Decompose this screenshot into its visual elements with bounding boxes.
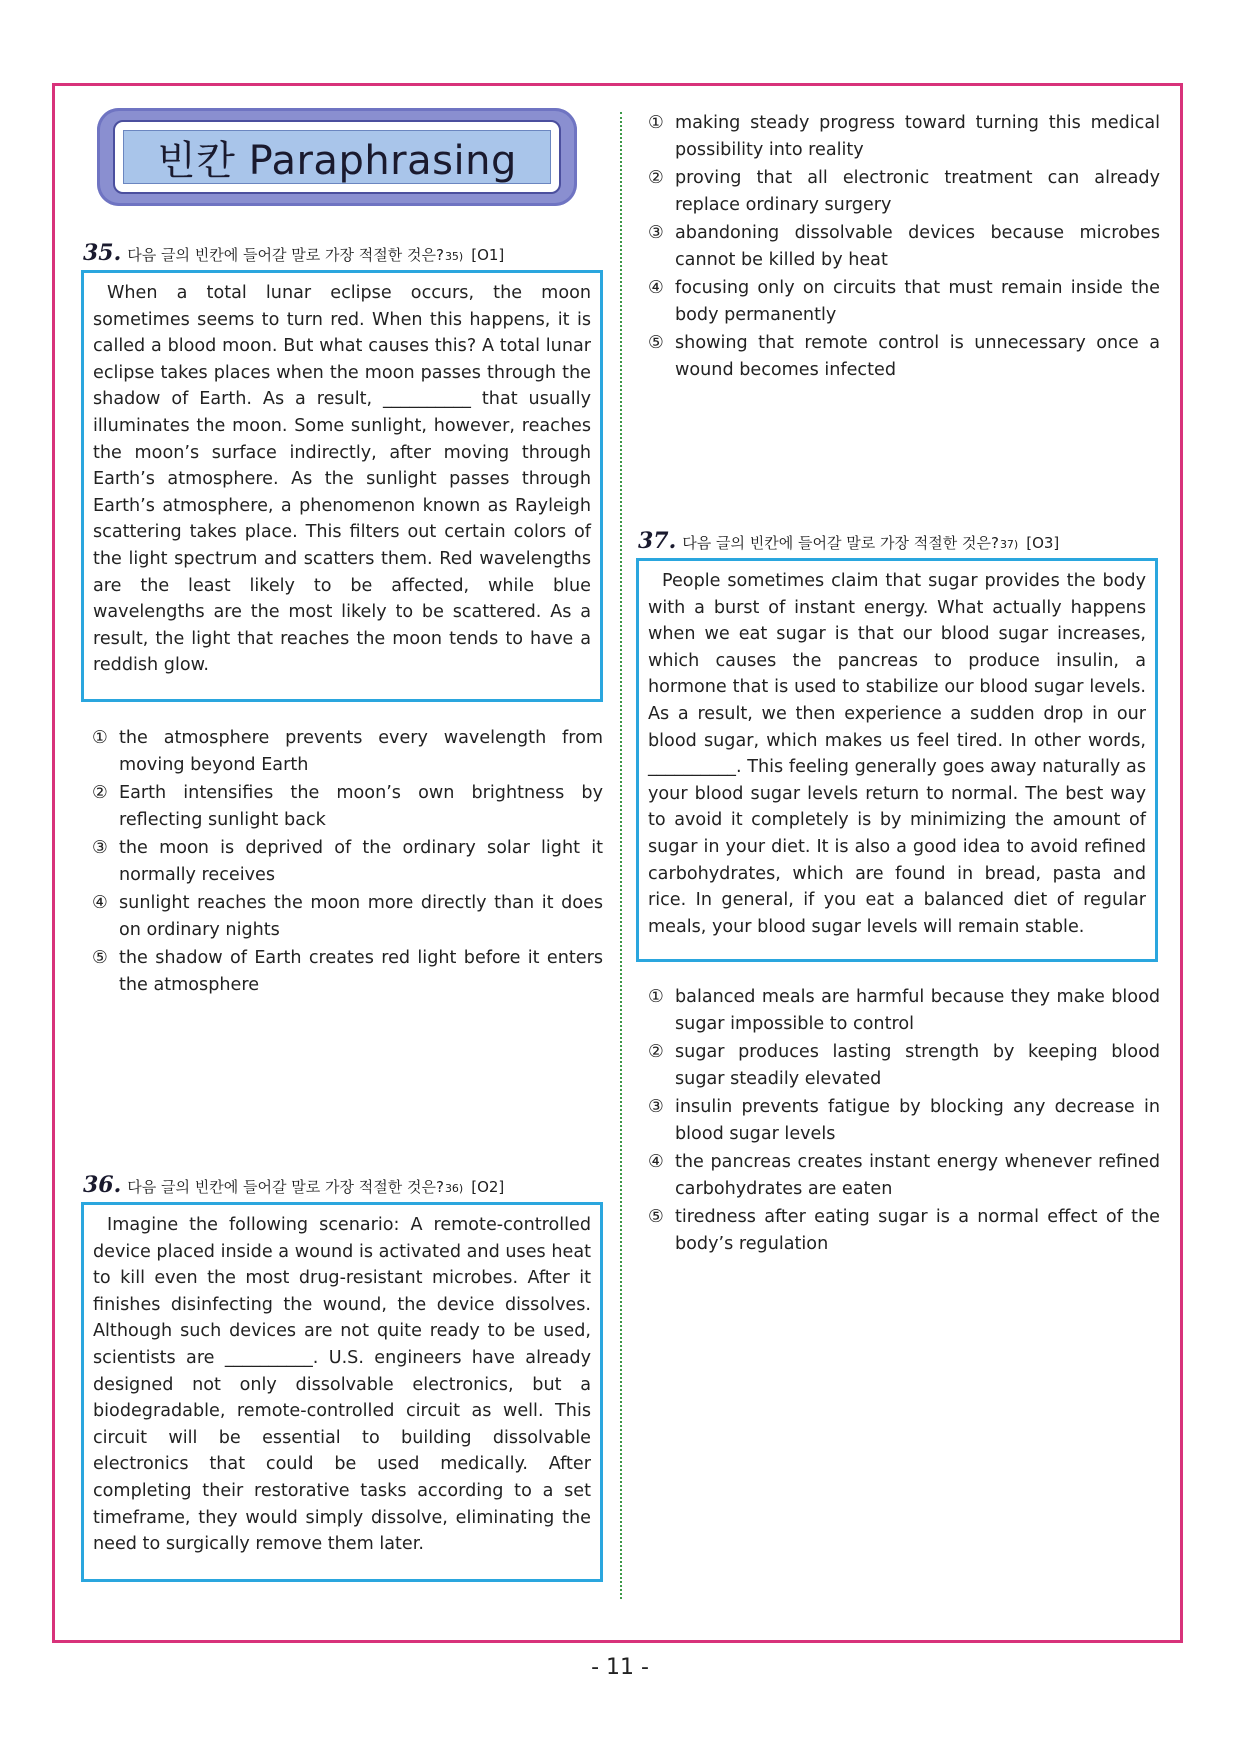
question-37-header [638, 528, 1059, 554]
question-36-passage-box [81, 1202, 603, 1582]
question-35-header [83, 240, 504, 266]
option-3[interactable]: ③ abandoning dissolvable devices because microbes cannot be killed by heat [648, 223, 1160, 270]
section-title: 빈칸 Paraphrasing [157, 137, 517, 184]
question-37-passage: People sometimes claim that sugar provides the body with a burst of instant energy. What actually happens when we eat sugar is that our blood sugar increases, which causes the pancreas to produce insulin, a hormone that is used to stabilize our blood sugar levels. As a result, we then experience a sudden drop in our blood sugar, which makes us feel tired. In other words, __________. This feeling generally goes away naturally as your blood sugar levels return to normal. The best way to avoid it completely is by minimizing the amount of sugar in your diet. It is also a good idea to avoid refined carbohydrates, which are found in bread, pasta and rice. In general, if you eat a balanced diet of regular meals, your blood sugar levels will remain stable. [648, 571, 1146, 937]
option-4[interactable]: ④ the pancreas creates instant energy whenever refined carbohydrates are eaten [648, 1152, 1160, 1199]
column-divider [620, 112, 622, 1599]
option-5[interactable]: ⑤ the shadow of Earth creates red light before it enters the atmosphere [92, 948, 603, 995]
question-code: [O3] [1026, 534, 1060, 552]
question-36-header [83, 1172, 504, 1198]
page-number: - 11 - [591, 1655, 649, 1680]
question-number: 36. [83, 1172, 122, 1198]
footnote-ref: 37) [999, 538, 1019, 551]
footnote-ref: 35) [444, 250, 464, 263]
option-2[interactable]: ② Earth intensifies the moon’s own brightness by reflecting sunlight back [92, 783, 603, 830]
option-5[interactable]: ⑤ showing that remote control is unnecessary once a wound becomes infected [648, 333, 1160, 380]
question-prompt: 다음 글의 빈칸에 들어갈 말로 가장 적절한 것은? [127, 1178, 444, 1196]
option-3[interactable]: ③ the moon is deprived of the ordinary solar light it normally receives [92, 838, 603, 885]
section-title-badge [97, 108, 577, 206]
question-35-passage: When a total lunar eclipse occurs, the moon sometimes seems to turn red. When this happens, it is called a blood moon. But what causes this? A total lunar eclipse takes places when the moon passes through the shadow of Earth. As a result, __________ that usually illuminates the moon. Some sunlight, however, reaches the moon’s surface indirectly, after moving through Earth’s atmosphere. As the sunlight passes through Earth’s atmosphere, a phenomenon known as Rayleigh scattering takes place. This filters out certain colors of the light spectrum and scatters them. Red wavelengths are the least likely to be affected, while blue wavelengths are the most likely to be scattered. As a result, the light that reaches the moon tends to have a reddish glow. [93, 283, 591, 676]
option-5[interactable]: ⑤ tiredness after eating sugar is a normal effect of the body’s regulation [648, 1207, 1160, 1254]
question-code: [O2] [471, 1178, 505, 1196]
footnote-ref: 36) [444, 1182, 464, 1195]
question-35-passage-box [81, 270, 603, 702]
question-code: [O1] [471, 246, 505, 264]
option-4[interactable]: ④ sunlight reaches the moon more directly than it does on ordinary nights [92, 893, 603, 940]
question-37-passage-box [636, 558, 1158, 962]
option-3[interactable]: ③ insulin prevents fatigue by blocking any decrease in blood sugar levels [648, 1097, 1160, 1144]
option-4[interactable]: ④ focusing only on circuits that must remain inside the body permanently [648, 278, 1160, 325]
question-36-options [648, 110, 1160, 385]
option-2[interactable]: ② proving that all electronic treatment can already replace ordinary surgery [648, 168, 1160, 215]
question-prompt: 다음 글의 빈칸에 들어갈 말로 가장 적절한 것은? [682, 534, 999, 552]
option-1[interactable]: ① balanced meals are harmful because they make blood sugar impossible to control [648, 987, 1160, 1034]
option-1[interactable]: ① making steady progress toward turning this medical possibility into reality [648, 113, 1160, 160]
question-37-options [648, 984, 1160, 1259]
question-number: 37. [638, 528, 677, 554]
question-35-options [92, 725, 603, 1000]
question-number: 35. [83, 240, 122, 266]
option-1[interactable]: ① the atmosphere prevents every wavelength from moving beyond Earth [92, 728, 603, 775]
option-2[interactable]: ② sugar produces lasting strength by keeping blood sugar steadily elevated [648, 1042, 1160, 1089]
question-prompt: 다음 글의 빈칸에 들어갈 말로 가장 적절한 것은? [127, 246, 444, 264]
question-36-passage: Imagine the following scenario: A remote-controlled device placed inside a wound is activated and uses heat to kill even the most drug-resistant microbes. After it finishes disinfecting the wound, the device dissolves. Although such devices are not quite ready to be used, scientists are __________. U.S. engineers have already designed not only dissolvable electronics, but a biodegradable, remote-controlled circuit as well. This circuit will be essential to building dissolvable electronics that could be used medically. After completing their restorative tasks according to a set timeframe, they would simply dissolve, eliminating the need to surgically remove them later. [93, 1215, 591, 1555]
